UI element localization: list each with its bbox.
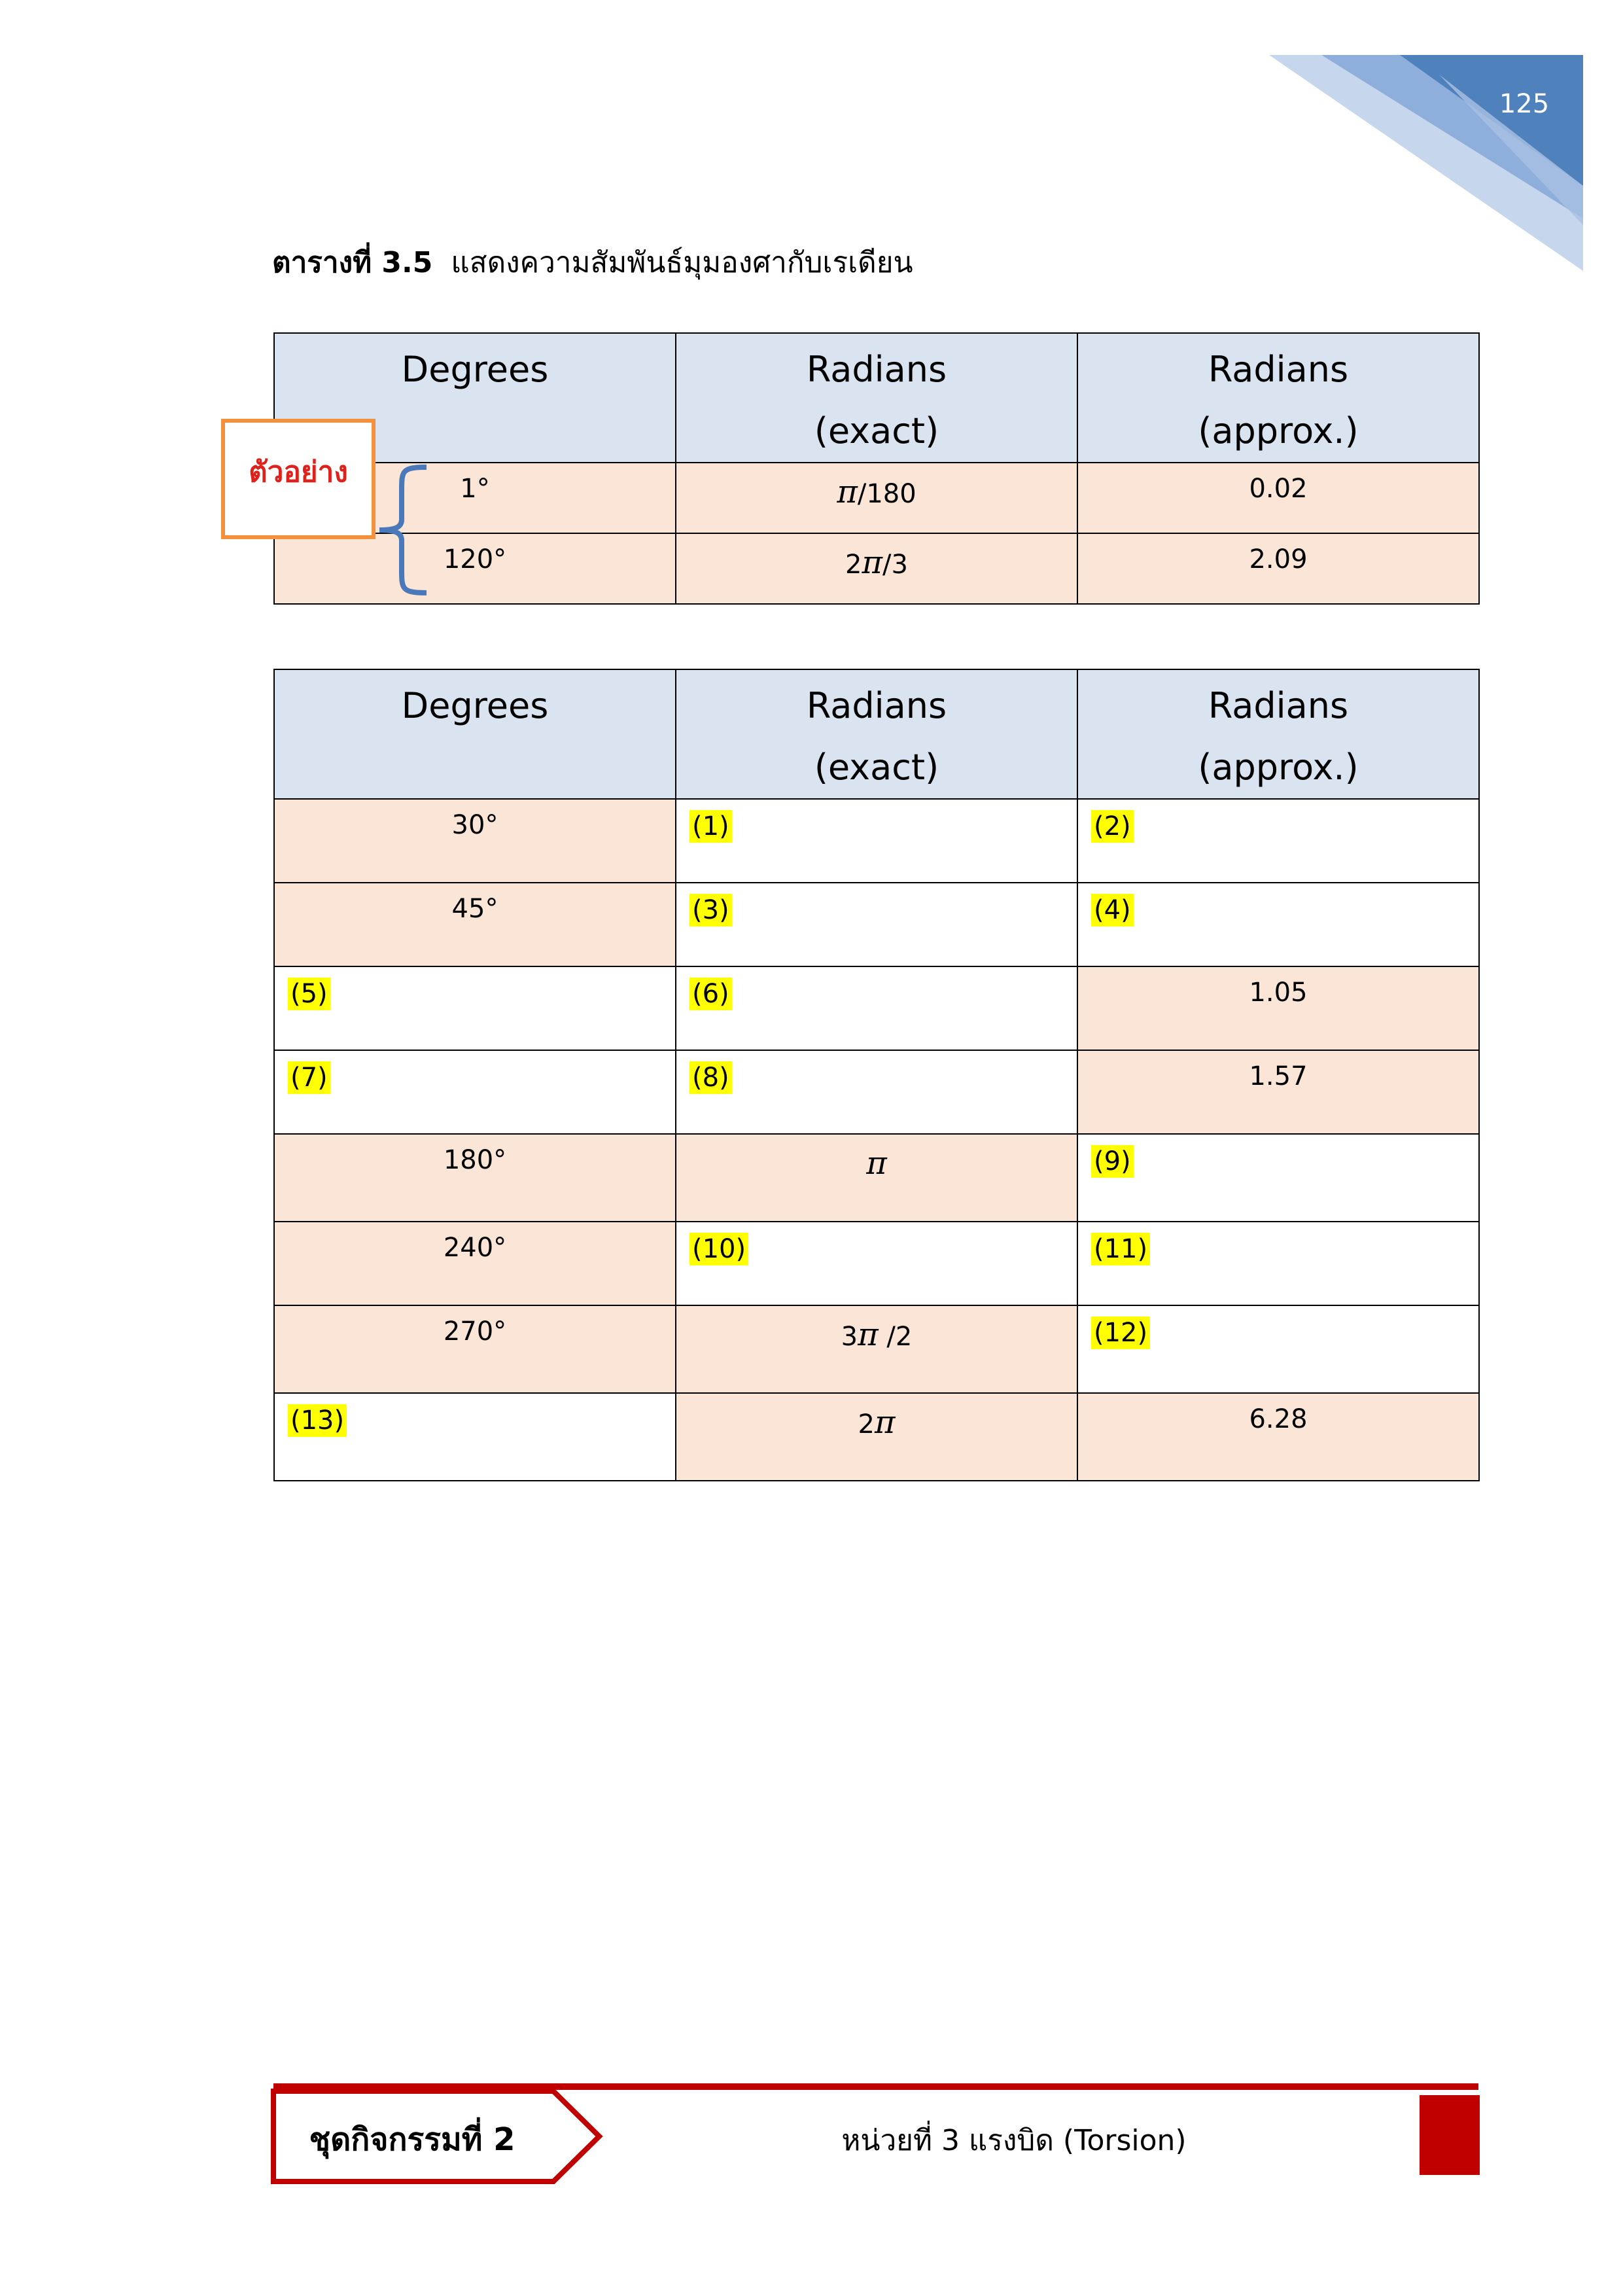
example-label: ตัวอย่าง	[249, 455, 348, 489]
example-table	[273, 332, 1480, 605]
answer-marker: (4)	[1091, 894, 1134, 927]
answer-marker: (6)	[689, 978, 732, 1010]
exact-cell: π	[676, 1134, 1077, 1222]
example-callout	[221, 419, 375, 539]
activity-label: ชุดกิจกรรมที่ 2	[309, 2121, 515, 2158]
answer-marker: (7)	[288, 1061, 330, 1094]
exact-cell: 2π	[676, 1393, 1077, 1481]
table-row	[274, 1222, 1479, 1305]
table-row	[274, 1305, 1479, 1393]
unit-label: หน่วยที่ 3 แรงบิด (Torsion)	[841, 2124, 1187, 2157]
approx-cell: 6.28	[1077, 1393, 1479, 1481]
table-row	[274, 1393, 1479, 1481]
approx-answer-cell[interactable]	[1077, 1305, 1479, 1393]
example-exact: 2π/3	[676, 533, 1077, 604]
table-caption	[272, 239, 913, 285]
caption-label: ตารางที่ 3.5	[272, 246, 433, 279]
example-degrees: 1°	[274, 463, 676, 533]
header-radians-approx: Radians (approx.)	[1077, 669, 1479, 799]
table-row	[274, 883, 1479, 966]
example-row	[274, 533, 1479, 604]
example-exact: π/180	[676, 463, 1077, 533]
degrees-cell: 30°	[274, 799, 676, 883]
degrees-answer-cell[interactable]	[274, 1393, 676, 1481]
answer-marker: (9)	[1091, 1145, 1134, 1178]
table-row	[274, 1050, 1479, 1134]
approx-answer-cell[interactable]	[1077, 799, 1479, 883]
exact-answer-cell[interactable]	[676, 883, 1077, 966]
approx-cell: 1.57	[1077, 1050, 1479, 1134]
degrees-cell: 270°	[274, 1305, 676, 1393]
answer-marker: (8)	[689, 1061, 732, 1094]
header-degrees: Degrees	[274, 333, 676, 463]
answer-marker: (10)	[689, 1233, 748, 1265]
brace-icon	[375, 465, 428, 595]
example-degrees: 120°	[274, 533, 676, 604]
degrees-cell: 240°	[274, 1222, 676, 1305]
degrees-answer-cell[interactable]	[274, 1050, 676, 1134]
header-radians-exact: Radians (exact)	[676, 669, 1077, 799]
table-row	[274, 799, 1479, 883]
header-radians-approx: Radians (approx.)	[1077, 333, 1479, 463]
answer-marker: (3)	[689, 894, 732, 927]
exact-answer-cell[interactable]	[676, 1050, 1077, 1134]
example-row	[274, 463, 1479, 533]
header-degrees: Degrees	[274, 669, 676, 799]
answer-marker: (12)	[1091, 1316, 1150, 1349]
example-approx: 2.09	[1077, 533, 1479, 604]
table-row	[274, 1134, 1479, 1222]
exact-answer-cell[interactable]	[676, 1222, 1077, 1305]
answer-marker: (5)	[288, 978, 330, 1010]
approx-cell: 1.05	[1077, 966, 1479, 1050]
table-row	[274, 966, 1479, 1050]
approx-answer-cell[interactable]	[1077, 1222, 1479, 1305]
answer-marker: (13)	[288, 1404, 347, 1437]
answer-marker: (2)	[1091, 810, 1134, 843]
footer-red-block	[1420, 2095, 1480, 2175]
degrees-answer-cell[interactable]	[274, 966, 676, 1050]
approx-answer-cell[interactable]	[1077, 1134, 1479, 1222]
corner-decoration	[1269, 55, 1583, 271]
exact-cell: 3π /2	[676, 1305, 1077, 1393]
page-number: 125	[1499, 89, 1550, 119]
caption-text: แสดงความสัมพันธ์มุมองศากับเรเดียน	[451, 246, 913, 279]
answer-marker: (1)	[689, 810, 732, 843]
example-approx: 0.02	[1077, 463, 1479, 533]
degrees-cell: 180°	[274, 1134, 676, 1222]
approx-answer-cell[interactable]	[1077, 883, 1479, 966]
exercise-table	[273, 669, 1480, 1481]
exact-answer-cell[interactable]	[676, 966, 1077, 1050]
exact-answer-cell[interactable]	[676, 799, 1077, 883]
degrees-cell: 45°	[274, 883, 676, 966]
header-radians-exact: Radians (exact)	[676, 333, 1077, 463]
answer-marker: (11)	[1091, 1233, 1150, 1265]
